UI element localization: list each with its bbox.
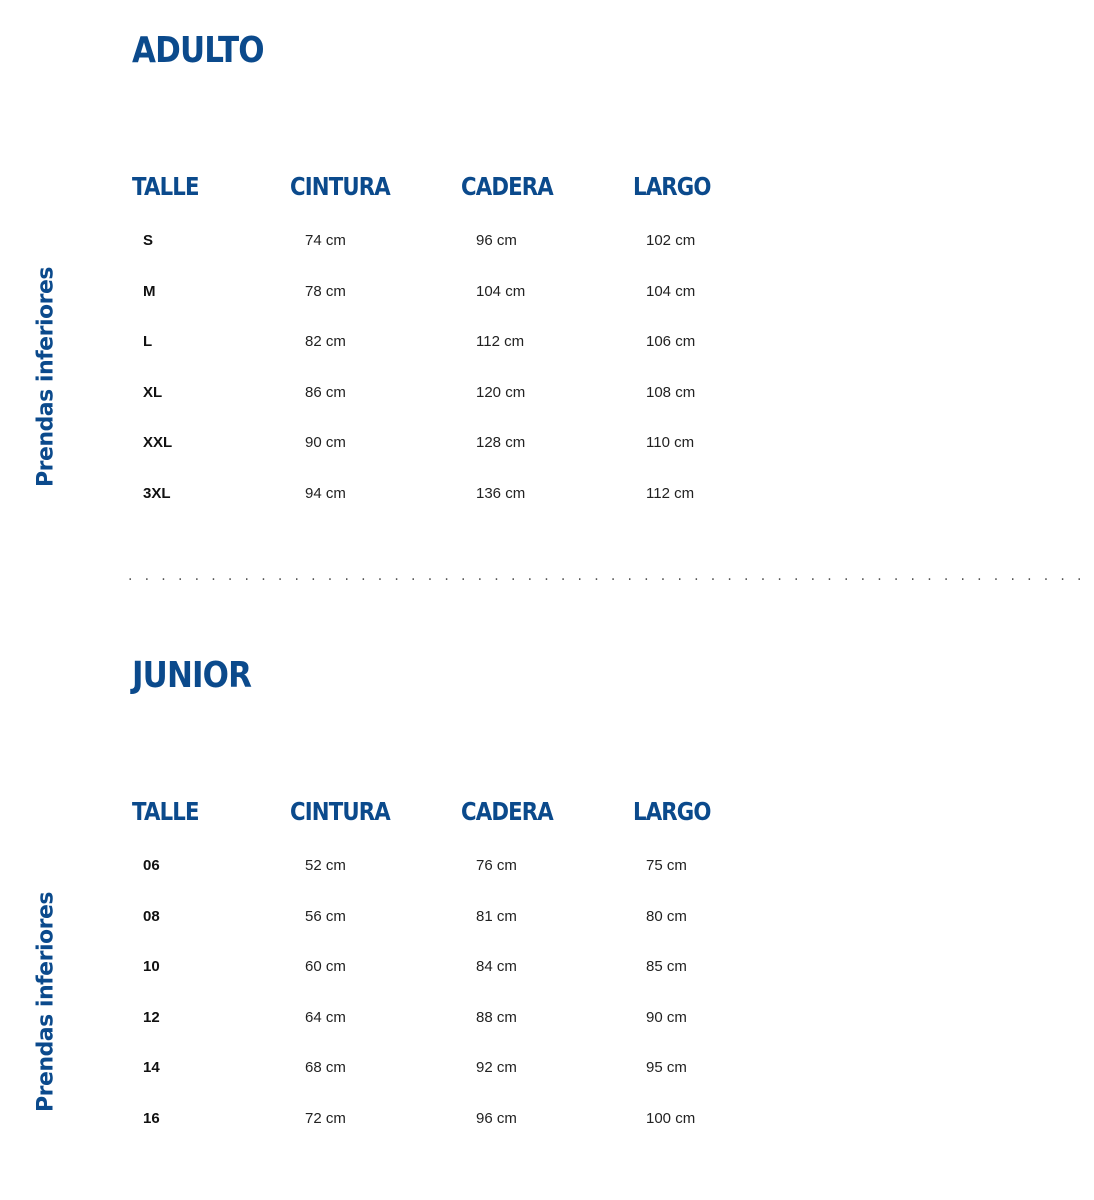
header-cintura: CINTURA [290,172,390,201]
junior-section [0,625,800,1200]
table-row [0,1110,800,1161]
cadera-cell: 120 cm [476,383,526,401]
section-title: JUNIOR [132,655,252,696]
cadera-cell: 88 cm [476,1008,517,1026]
cintura-cell: 86 cm [305,383,346,401]
largo-cell: 80 cm [646,907,687,925]
table-row [0,232,800,283]
size-cell: M [143,282,156,300]
size-cell: 12 [143,1008,160,1026]
table-row [0,958,800,1009]
cadera-cell: 136 cm [476,484,526,502]
side-label: Prendas inferiores [33,892,59,1112]
header-talle: TALLE [132,797,199,826]
size-cell: S [143,232,154,249]
cadera-cell: 96 cm [476,1109,517,1127]
size-cell: 16 [143,1109,160,1127]
header-cintura: CINTURA [290,797,390,826]
dotted-divider: ·························································· [128,572,1094,588]
header-largo: LARGO [633,797,711,826]
largo-cell: 95 cm [646,1059,687,1076]
table-row [0,384,800,435]
cintura-cell: 94 cm [305,484,346,502]
size-cell: 08 [143,907,160,925]
size-cell: XXL [143,434,173,451]
size-cell: L [143,333,153,350]
cintura-cell: 68 cm [305,1059,346,1076]
size-table [0,232,800,535]
header-cadera: CADERA [461,797,553,826]
size-cell: XL [143,383,163,401]
cadera-cell: 112 cm [476,333,525,350]
cadera-cell: 128 cm [476,434,526,451]
cadera-cell: 76 cm [476,857,517,874]
cintura-cell: 78 cm [305,282,346,300]
table-header [0,172,800,204]
largo-cell: 90 cm [646,1008,687,1026]
table-row [0,857,800,908]
side-label: Prendas inferiores [33,267,59,487]
cadera-cell: 96 cm [476,232,517,249]
header-cadera: CADERA [461,172,553,201]
cintura-cell: 60 cm [305,958,346,975]
table-row [0,1059,800,1110]
cintura-cell: 74 cm [305,232,346,249]
largo-cell: 112 cm [646,484,695,502]
size-table [0,857,800,1160]
largo-cell: 102 cm [646,232,696,249]
cintura-cell: 56 cm [305,907,346,925]
largo-cell: 110 cm [646,434,695,451]
table-row [0,283,800,334]
largo-cell: 106 cm [646,333,696,350]
cintura-cell: 82 cm [305,333,346,350]
largo-cell: 104 cm [646,282,696,300]
cintura-cell: 72 cm [305,1109,346,1127]
largo-cell: 85 cm [646,958,687,975]
largo-cell: 75 cm [646,857,687,874]
cadera-cell: 81 cm [476,907,517,925]
cintura-cell: 52 cm [305,857,346,874]
size-cell: 3XL [143,484,171,502]
table-row [0,333,800,384]
size-cell: 06 [143,857,160,874]
table-row [0,908,800,959]
header-largo: LARGO [633,172,711,201]
cadera-cell: 104 cm [476,282,526,300]
header-talle: TALLE [132,172,199,201]
size-cell: 10 [143,958,160,975]
table-row [0,485,800,536]
section-title: ADULTO [132,30,264,71]
cintura-cell: 64 cm [305,1008,346,1026]
cadera-cell: 92 cm [476,1059,517,1076]
cintura-cell: 90 cm [305,434,346,451]
table-row [0,1009,800,1060]
largo-cell: 108 cm [646,383,696,401]
cadera-cell: 84 cm [476,958,517,975]
largo-cell: 100 cm [646,1109,696,1127]
table-header [0,797,800,829]
size-cell: 14 [143,1059,160,1076]
table-row [0,434,800,485]
